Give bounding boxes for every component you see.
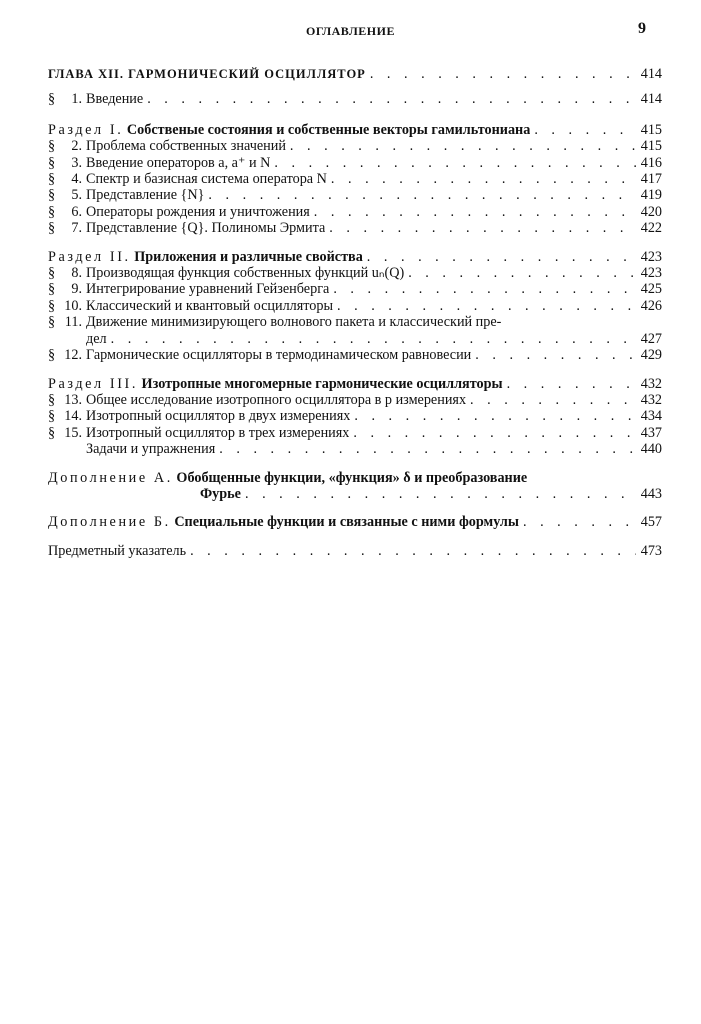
toc-entry[interactable] — [48, 425, 662, 441]
toc-group — [48, 91, 662, 107]
entry-title-text: Представление {Q}. Полиномы Эрмита — [86, 220, 326, 237]
dot-leader — [404, 265, 636, 281]
entry-title-text: Специальные функции и связанные с ними формулы — [174, 514, 519, 531]
entry-title-text: Введение операторов a, a⁺ и N — [86, 154, 271, 171]
dot-leader — [286, 138, 636, 154]
section-number: 12. — [64, 347, 82, 364]
entry-title-continuation: Фурье — [200, 485, 241, 502]
entry-title — [86, 187, 204, 203]
dot-leader — [466, 392, 636, 408]
entry-title-text: Обобщенные функции, «функция» δ и преобразование — [176, 469, 528, 486]
dot-leader — [241, 486, 636, 502]
section-sign: § — [48, 408, 56, 425]
section-sign: § — [48, 220, 56, 237]
toc-group — [48, 543, 662, 559]
entry-label: Раздел II. — [48, 248, 131, 265]
toc-entry[interactable] — [48, 155, 662, 171]
section-number: 9. — [71, 281, 82, 298]
entry-page: 425 — [640, 281, 662, 298]
entry-title — [48, 470, 527, 486]
entry-title — [86, 392, 466, 408]
entry-title-text: Спектр и базисная система оператора N — [86, 171, 327, 188]
entry-title-text: Проблема собственных значений — [86, 138, 286, 155]
toc-entry[interactable] — [48, 441, 662, 457]
section-sign: § — [48, 391, 56, 408]
entry-title-text: Задачи и упражнения — [86, 441, 216, 458]
entry-title — [48, 376, 503, 392]
toc-group — [48, 514, 662, 530]
toc-entry[interactable] — [48, 91, 662, 107]
toc-group — [48, 249, 662, 364]
entry-title-continuation: дел — [86, 330, 107, 347]
entry-title — [48, 122, 530, 138]
entry-title-text: Классический и квантовый осцилляторы — [86, 297, 333, 314]
entry-title-text: Изотропные многомерные гармонические осцилляторы — [141, 375, 503, 392]
entry-page: 432 — [640, 391, 662, 408]
toc-entry[interactable] — [48, 408, 662, 424]
entry-page: 426 — [640, 297, 662, 314]
entry-label: Дополнение Б. — [48, 514, 171, 531]
section-sign: § — [48, 314, 56, 331]
entry-title — [86, 265, 404, 281]
entry-title — [86, 441, 215, 457]
section-number: 4. — [71, 171, 82, 188]
entry-page: 429 — [640, 347, 662, 364]
dot-leader — [333, 298, 636, 314]
section-sign: § — [48, 187, 56, 204]
section-number: 5. — [71, 187, 82, 204]
entry-page: 423 — [640, 248, 662, 265]
page-number: 9 — [638, 20, 646, 37]
dot-leader — [143, 91, 636, 107]
section-sign: § — [48, 171, 56, 188]
section-sign: § — [48, 297, 56, 314]
section-sign: § — [48, 91, 56, 108]
section-sign: § — [48, 265, 56, 282]
toc-entry-continuation — [48, 331, 662, 347]
toc-entry[interactable] — [48, 392, 662, 408]
section-sign: § — [48, 281, 56, 298]
entry-title — [86, 347, 471, 363]
entry-page: 423 — [640, 265, 662, 282]
section-number: 1. — [71, 91, 82, 108]
toc-group — [48, 66, 662, 82]
section-number: 15. — [64, 424, 82, 441]
entry-title — [86, 314, 501, 330]
toc-entry[interactable] — [48, 122, 662, 138]
dot-leader — [349, 425, 636, 441]
entry-page: 434 — [640, 408, 662, 425]
entry-title — [86, 91, 143, 107]
entry-title — [86, 408, 350, 424]
toc-entry[interactable] — [48, 171, 662, 187]
toc-entry[interactable] — [48, 249, 662, 265]
dot-leader — [503, 376, 636, 392]
toc-entry[interactable] — [48, 187, 662, 203]
entry-page: 443 — [640, 485, 662, 502]
dot-leader — [350, 408, 636, 424]
entry-title — [86, 138, 286, 154]
toc-entry[interactable] — [48, 514, 662, 530]
entry-page: 422 — [640, 220, 662, 237]
section-number: 10. — [64, 297, 82, 314]
dot-leader — [310, 204, 636, 220]
entry-title — [48, 543, 186, 559]
entry-title — [48, 66, 366, 82]
toc-entry[interactable] — [48, 376, 662, 392]
dot-leader — [329, 281, 636, 297]
toc-entry[interactable] — [48, 470, 662, 486]
entry-title-text: Общее исследование изотропного осциллятора в p измерениях — [86, 391, 467, 408]
entry-title-text: ГАРМОНИЧЕСКИЙ ОСЦИЛЛЯТОР — [128, 67, 366, 81]
entry-page: 440 — [640, 441, 662, 458]
toc-entry[interactable] — [48, 204, 662, 220]
section-number: 7. — [71, 220, 82, 237]
entry-label: Раздел I. — [48, 121, 124, 138]
entry-page: 419 — [640, 187, 662, 204]
dot-leader — [471, 347, 636, 363]
dot-leader — [270, 155, 636, 171]
entry-page: 414 — [640, 66, 662, 82]
section-sign: § — [48, 424, 56, 441]
entry-title — [48, 514, 519, 530]
entry-page: 417 — [640, 171, 662, 188]
entry-page: 437 — [640, 424, 662, 441]
entry-page: 457 — [640, 514, 662, 531]
dot-leader — [107, 331, 636, 347]
entry-title — [86, 204, 310, 220]
toc-group — [48, 122, 662, 237]
entry-title — [86, 281, 329, 297]
running-header-title: ОГЛАВЛЕНИЕ — [306, 24, 395, 38]
entry-page: 432 — [640, 375, 662, 392]
entry-title-text: Движение минимизирующего волнового пакета и классический пре- — [86, 314, 502, 331]
section-number: 8. — [71, 265, 82, 282]
entry-page: 473 — [640, 542, 662, 559]
toc-entry[interactable] — [48, 281, 662, 297]
dot-leader — [325, 220, 636, 236]
section-number: 3. — [71, 154, 82, 171]
entry-title — [86, 155, 270, 171]
section-sign: § — [48, 154, 56, 171]
section-number: 2. — [71, 138, 82, 155]
dot-leader — [366, 66, 636, 82]
toc-entry[interactable] — [48, 138, 662, 154]
section-sign: § — [48, 138, 56, 155]
entry-page: 415 — [640, 138, 662, 155]
entry-title-text: Изотропный осциллятор в трех измерениях — [86, 424, 350, 441]
entry-title-text: Предметный указатель — [48, 542, 187, 559]
toc-entry[interactable] — [48, 298, 662, 314]
entry-page: 414 — [640, 91, 662, 108]
toc-entry-continuation — [48, 486, 662, 502]
section-number: 6. — [71, 203, 82, 220]
entry-page: 415 — [640, 121, 662, 138]
toc-entry[interactable] — [48, 543, 662, 559]
section-number: 14. — [64, 408, 82, 425]
section-sign: § — [48, 347, 56, 364]
entry-title-text: Операторы рождения и уничтожения — [86, 203, 310, 220]
entry-page: 427 — [640, 330, 662, 347]
entry-title — [86, 220, 325, 236]
dot-leader — [186, 543, 636, 559]
entry-title — [48, 249, 363, 265]
toc-entry[interactable] — [48, 314, 662, 330]
section-number: 11. — [64, 314, 82, 331]
entry-page: 416 — [640, 154, 662, 171]
entry-title-text: Гармонические осцилляторы в термодинамическом равновесии — [86, 347, 472, 364]
toc-group — [48, 470, 662, 503]
toc-group — [48, 376, 662, 458]
entry-title — [86, 425, 349, 441]
entry-title-text: Интегрирование уравнений Гейзенберга — [86, 281, 330, 298]
entry-page: 420 — [640, 203, 662, 220]
entry-title-text: Представление {N} — [86, 187, 205, 204]
entry-label: Раздел III. — [48, 375, 138, 392]
section-sign: § — [48, 203, 56, 220]
dot-leader — [530, 122, 636, 138]
dot-leader — [327, 171, 636, 187]
entry-label: ГЛАВА XII. — [48, 67, 124, 81]
section-number: 13. — [64, 391, 82, 408]
entry-title-text: Введение — [86, 91, 144, 108]
toc-entry[interactable] — [48, 265, 662, 281]
entry-title-text: Изотропный осциллятор в двух измерениях — [86, 408, 351, 425]
dot-leader — [204, 187, 636, 203]
dot-leader — [215, 441, 636, 457]
entry-title-text: Собственые состояния и собственные векторы гамильтониана — [126, 121, 531, 138]
entry-title-text: Приложения и различные свойства — [134, 248, 363, 265]
entry-label: Дополнение А. — [48, 469, 173, 486]
toc-entry[interactable] — [48, 66, 662, 82]
entry-title — [86, 171, 327, 187]
toc-entry[interactable] — [48, 347, 662, 363]
entry-title — [86, 298, 333, 314]
toc-entry[interactable] — [48, 220, 662, 236]
entry-title-text: Производящая функция собственных функций uₙ(Q) — [86, 265, 405, 282]
dot-leader — [363, 249, 636, 265]
dot-leader — [519, 514, 636, 530]
table-of-contents — [48, 66, 662, 571]
